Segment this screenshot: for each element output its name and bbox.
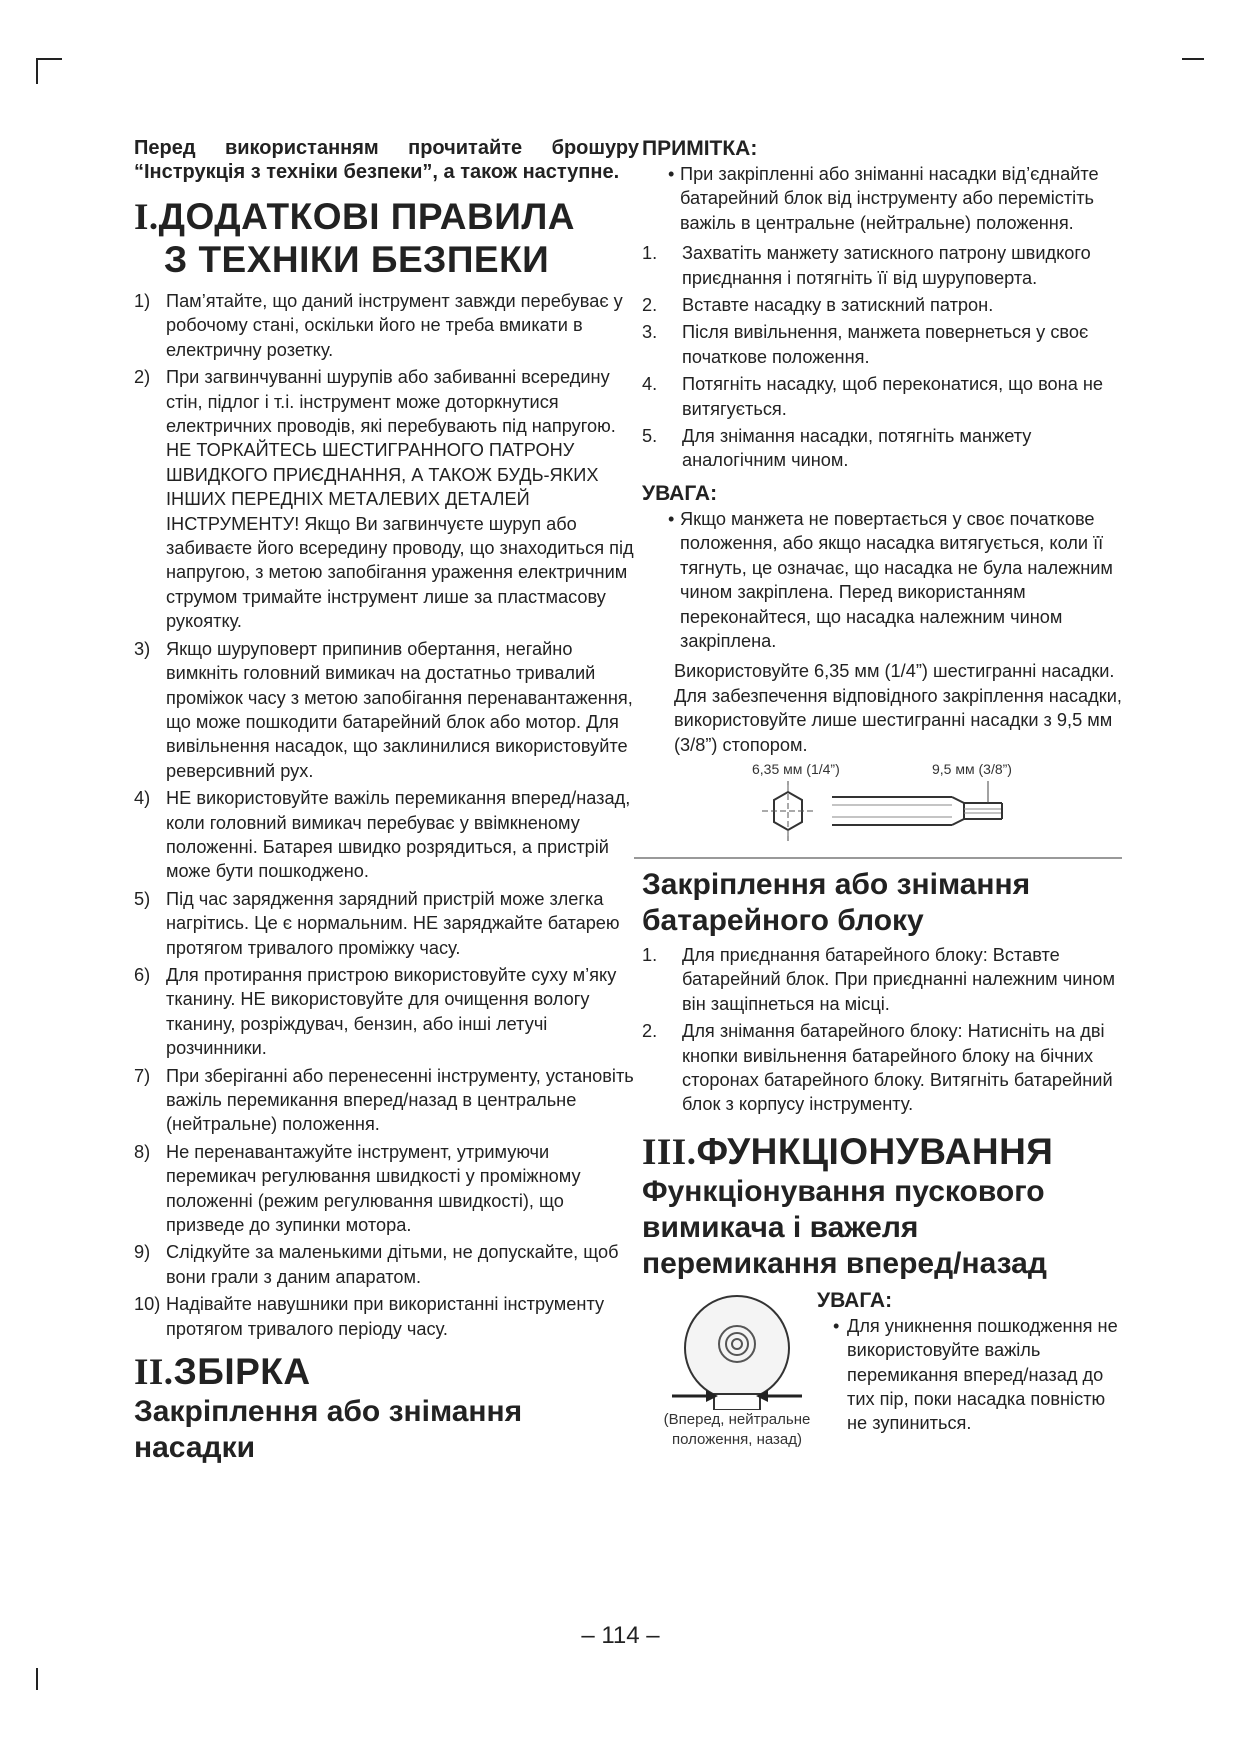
section-1-line2: З ТЕХНІКИ БЕЗПЕКИ bbox=[164, 239, 550, 280]
list-item bbox=[134, 963, 639, 1061]
bullet-icon: • bbox=[668, 508, 675, 529]
step-number: 1. bbox=[642, 243, 658, 264]
crop-mark-top-left-h bbox=[36, 58, 62, 60]
item-number: 6) bbox=[134, 964, 151, 985]
step-text: Для приєднання батарейного блоку: Вставте батарейний блок. При приєднанні належним чином він защіпнеться на місці. bbox=[682, 944, 1116, 1014]
list-item bbox=[134, 1240, 639, 1289]
crop-mark-top-right bbox=[1182, 58, 1204, 60]
section-2-heading bbox=[134, 1351, 639, 1394]
bit-label-left: 6,35 мм (1/4”) bbox=[752, 760, 840, 777]
item-text: Надівайте навушники при використанні інструменту протягом тривалого періоду часу. bbox=[166, 1294, 605, 1339]
item-text: Не перенавантажуйте інструмент, утримуючи перемикач регулювання швидкості у проміжному положенні (режим регулювання швидкості), що призведе до зупинки мотора. bbox=[166, 1141, 581, 1236]
step-text: Після вивільнення, манжета повернеться у своє початкове положення. bbox=[682, 322, 1089, 367]
item-number: 2) bbox=[134, 367, 151, 388]
bit-size-paragraph: Використовуйте 6,35 мм (1/4”) шестигранні насадки. bbox=[674, 661, 1115, 682]
step-number: 2. bbox=[642, 295, 658, 316]
caution-text: Якщо манжета не повертається у своє початкове положення, або якщо насадка витягується, коли її тягнуть, це означає, що насадка не була належним чином закріплена. Перед використанням переконайтеся, що насадка належним чином закріплена. bbox=[680, 508, 1113, 651]
item-number: 7) bbox=[134, 1065, 151, 1086]
trigger-caption: (Вперед, нейтральне положення, назад) bbox=[663, 1410, 811, 1448]
step-number: 1. bbox=[642, 944, 658, 965]
list-item bbox=[642, 1019, 1122, 1117]
list-item bbox=[642, 424, 1122, 473]
step-text: Потягніть насадку, щоб переконатися, що вона не витягується. bbox=[682, 374, 1104, 419]
item-text: Під час зарядження зарядний пристрій може злегка нагрітись. Це є нормальним. НЕ заряджайте батарею протягом тривалого проміжку часу. bbox=[166, 888, 620, 958]
item-number: 3) bbox=[134, 638, 151, 659]
section-2-title: ЗБІРКА bbox=[173, 1351, 311, 1393]
safety-rules-list bbox=[134, 289, 639, 1341]
item-text: Якщо шуруповерт припинив обертання, негайно вимкніть головний вимикач на достатньо тривалий проміжок часу з метою запобігання перенавантаження, що може пошкодити батарейний блок або мотор. Для вивільнення насадок, що заклинилися використовуйте реверсивний рух. bbox=[166, 638, 633, 781]
list-item bbox=[642, 293, 1122, 317]
trigger-caution bbox=[817, 1288, 1127, 1436]
list-item bbox=[642, 241, 1122, 290]
divider bbox=[634, 857, 1122, 859]
bit-stopper-paragraph: Для забезпечення відповідного закріплення насадки, використовуйте лише шестигранні насадки з 9,5 мм (3/8”) стопором. bbox=[674, 685, 1122, 755]
section-2-number: II. bbox=[134, 1352, 174, 1394]
note-text: При закріпленні або зніманні насадки від’єднайте батарейний блок від інструменту або перемістіть важіль в центральне (нейтральне) положення. bbox=[680, 164, 1099, 233]
crop-mark-top-left bbox=[36, 58, 38, 84]
caution-text: Для уникнення пошкодження не використовуйте важіль перемикання вперед/назад до тих пір, поки насадка повністю не зупиниться. bbox=[847, 1315, 1118, 1434]
section-1-line1: ДОДАТКОВІ ПРАВИЛА bbox=[158, 196, 576, 237]
list-item bbox=[134, 786, 639, 884]
item-text: Пам’ятайте, що даний інструмент завжди перебуває у робочому стані, оскільки його не треба вмикати в електричну розетку. bbox=[166, 291, 623, 360]
battery-steps-list bbox=[642, 943, 1122, 1117]
trigger-figure-block bbox=[642, 1288, 1122, 1458]
hex-bit-diagram bbox=[702, 761, 1062, 847]
note-bullet bbox=[642, 162, 1122, 235]
list-item bbox=[134, 289, 639, 362]
step-text: Захватіть манжету затискного патрону швидкого приєднання і потягніть її від шуруповерта. bbox=[682, 243, 1091, 288]
list-item bbox=[134, 637, 639, 783]
caution-heading: УВАГА: bbox=[642, 481, 718, 505]
list-item bbox=[134, 365, 639, 633]
step-text: Для знімання насадки, потягніть манжету аналогічним чином. bbox=[682, 426, 1032, 471]
attach-bit-heading: Закріплення або знімання насадки bbox=[134, 1395, 523, 1465]
section-3-heading bbox=[642, 1131, 1122, 1174]
list-item bbox=[642, 372, 1122, 421]
crop-mark-bottom-left bbox=[36, 1668, 38, 1690]
note-heading: ПРИМІТКА: bbox=[642, 137, 758, 160]
left-column bbox=[134, 136, 639, 1466]
step-number: 3. bbox=[642, 322, 658, 343]
step-number: 5. bbox=[642, 426, 658, 447]
list-item bbox=[642, 320, 1122, 369]
caution-bullet bbox=[642, 507, 1122, 653]
step-number: 2. bbox=[642, 1021, 658, 1042]
step-number: 4. bbox=[642, 374, 658, 395]
item-text: Для протирання пристрою використовуйте суху м’яку тканину. НЕ використовуйте для очищення вологу тканину, розріждувач, бензин, або інші летучі розчинники. bbox=[166, 964, 617, 1059]
list-item bbox=[134, 1292, 639, 1341]
step-text: Вставте насадку в затискний патрон. bbox=[682, 295, 994, 316]
caution-heading: УВАГА: bbox=[817, 1288, 893, 1312]
item-number: 9) bbox=[134, 1242, 151, 1263]
item-text: Слідкуйте за маленькими дітьми, не допускайте, щоб вони грали з даним апаратом. bbox=[166, 1242, 619, 1287]
section-3-number: III. bbox=[642, 1131, 697, 1173]
trigger-heading: Функціонування пускового вимикача і важеля перемикання вперед/назад bbox=[642, 1174, 1047, 1280]
item-text: При зберіганні або перенесенні інструменту, установіть важіль перемикання вперед/назад в центральне (нейтральне) положення. bbox=[166, 1065, 634, 1135]
item-number: 1) bbox=[134, 291, 151, 311]
page-number: – 114 – bbox=[581, 1622, 660, 1649]
right-column bbox=[642, 136, 1122, 1458]
step-text: Для знімання батарейного блоку: Натисніть на дві кнопки вивільнення батарейного блоку на бічних сторонах батарейного блоку. Витягніть батарейний блок з корпусу інструменту. bbox=[682, 1021, 1113, 1115]
bit-label-right: 9,5 мм (3/8”) bbox=[932, 760, 1012, 777]
list-item bbox=[642, 943, 1122, 1016]
section-1-number: I. bbox=[134, 197, 159, 238]
bullet-icon: • bbox=[668, 164, 675, 184]
item-number: 10) bbox=[134, 1294, 161, 1315]
trigger-lever-icon bbox=[642, 1288, 832, 1410]
item-number: 5) bbox=[134, 888, 151, 909]
bit-steps-list bbox=[642, 241, 1122, 473]
list-item bbox=[134, 1140, 639, 1238]
section-3-title: ФУНКЦІОНУВАННЯ bbox=[696, 1130, 1054, 1172]
item-text: НЕ використовуйте важіль перемикання вперед/назад, коли головний вимикач перебуває у ввімкненому положенні. Батарея швидко розрядиться, а пристрій може бути пошкоджено. bbox=[166, 788, 631, 882]
section-1-heading bbox=[134, 196, 639, 281]
item-number: 8) bbox=[134, 1141, 151, 1162]
item-text: При загвинчуванні шурупів або забиванні всередину стін, підлог і т.і. інструмент може доторкнутися електричних проводів, які перебувають під напругою. НЕ ТОРКАЙТЕСЬ ШЕСТИГРАННОГО ПАТРОНУ ШВИДКОГО ПРИЄДНАННЯ, А ТАКОЖ БУДЬ-ЯКИХ ІНШИХ ПЕРЕДНІХ МЕТАЛЕВИХ ДЕТАЛЕЙ ІНСТРУМЕНТУ! Якщо Ви загвинчуєте шуруп або забиваєте його всередину проводу, що знаходиться під напругою, з метою запобігання ураження електричним струмом тримайте інструмент лише за пластмасову рукоятку. bbox=[166, 367, 634, 632]
list-item bbox=[134, 887, 639, 960]
caution-bullet bbox=[817, 1314, 1127, 1436]
battery-heading: Закріплення або знімання батарейного блоку bbox=[642, 867, 1031, 937]
intro-text: Перед використанням прочитайте брошуру “Інструкція з техніки безпеки”, а також наступне. bbox=[134, 137, 639, 183]
item-number: 4) bbox=[134, 788, 151, 809]
list-item bbox=[134, 1064, 639, 1137]
bullet-icon: • bbox=[833, 1315, 840, 1336]
hex-bit-figure bbox=[702, 761, 1122, 847]
